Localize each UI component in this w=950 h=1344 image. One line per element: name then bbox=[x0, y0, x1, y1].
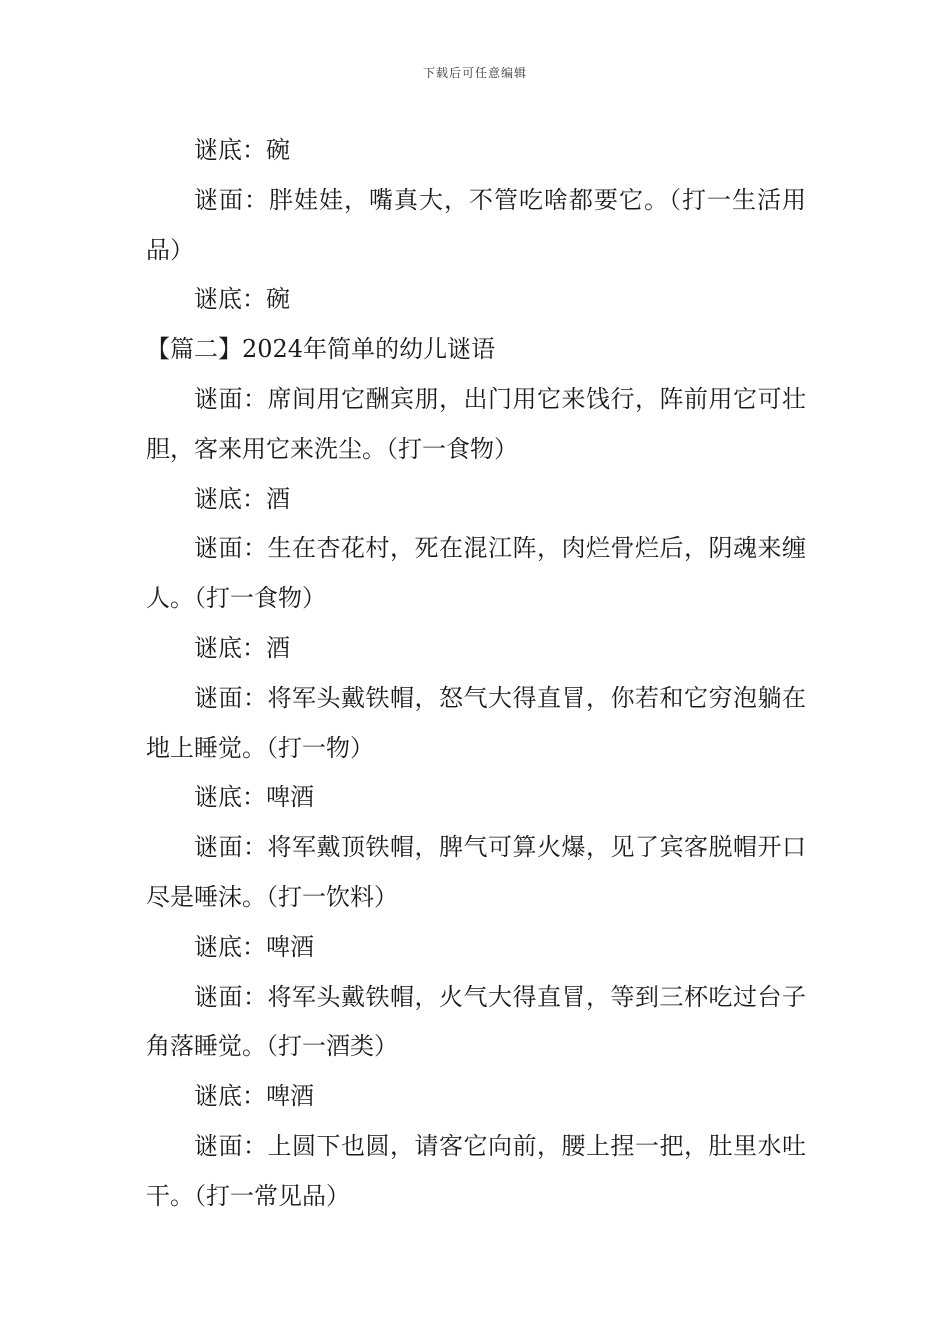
riddle-paragraph: 谜面：将军头戴铁帽，火气大得直冒，等到三杯吃过台子角落睡觉。（打一酒类） bbox=[146, 982, 806, 1061]
riddle-paragraph: 谜面：生在杏花村，死在混江阵，肉烂骨烂后，阴魂来缠人。（打一食物） bbox=[146, 534, 806, 613]
riddle-paragraph: 谜面：将军头戴铁帽，怒气大得直冒，你若和它穷泡躺在地上睡觉。（打一物） bbox=[146, 683, 806, 762]
answer-paragraph: 谜底：碗 bbox=[194, 285, 290, 314]
answer-paragraph: 谜底：碗 bbox=[194, 136, 290, 164]
riddle-paragraph: 谜面：席间用它酬宾朋，出门用它来饯行，阵前用它可壮胆，客来用它来洗尘。（打一食物） bbox=[146, 384, 806, 463]
answer-paragraph: 谜底：酒 bbox=[194, 484, 290, 513]
answer-paragraph: 谜底：啤酒 bbox=[194, 932, 314, 961]
answer-paragraph: 谜底：啤酒 bbox=[194, 783, 314, 812]
riddle-paragraph: 谜面：胖娃娃，嘴真大，不管吃啥都要它。（打一生活用品） bbox=[146, 185, 806, 264]
document-body bbox=[146, 126, 806, 1222]
answer-paragraph: 谜底：酒 bbox=[194, 633, 290, 662]
section-heading: 【篇二】2024年简单的幼儿谜语 bbox=[146, 335, 496, 364]
riddle-paragraph: 谜面：上圆下也圆，请客它向前，腰上捏一把，肚里水吐干。（打一常见品） bbox=[146, 1131, 806, 1210]
answer-paragraph: 谜底：啤酒 bbox=[194, 1082, 314, 1111]
riddle-paragraph: 谜面：将军戴顶铁帽，脾气可算火爆，见了宾客脱帽开口尽是唾沫。（打一饮料） bbox=[146, 833, 806, 911]
page-header: 下载后可任意编辑 bbox=[422, 66, 527, 80]
